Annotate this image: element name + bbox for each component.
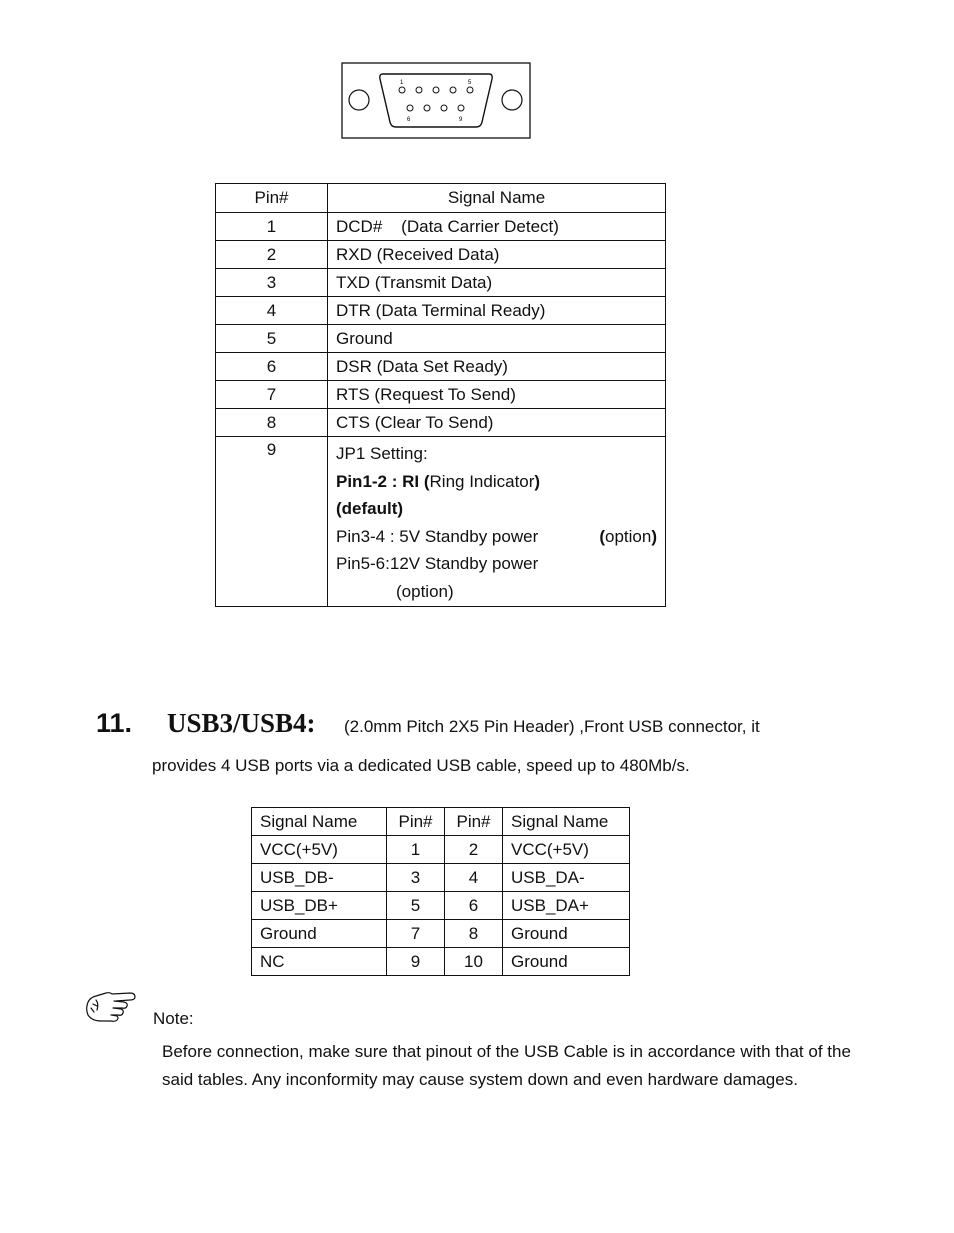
pin-cell: 3 <box>387 864 445 892</box>
table-row <box>216 353 666 381</box>
table-row <box>216 269 666 297</box>
pin-cell: 5 <box>387 892 445 920</box>
jp1-setting-label: JP1 Setting: <box>336 444 428 463</box>
pin-cell: 4 <box>216 297 328 325</box>
jp1-option-pin5-6-note: (option) <box>396 581 454 601</box>
pin-cell: 8 <box>216 409 328 437</box>
signal-cell: TXD (Transmit Data) <box>328 269 666 297</box>
table-row <box>216 241 666 269</box>
signal-cell: USB_DB+ <box>252 892 387 920</box>
signal-cell: Ground <box>252 920 387 948</box>
pin-cell: 9 <box>216 437 328 607</box>
signal-cell: NC <box>252 948 387 976</box>
pin-cell: 6 <box>216 353 328 381</box>
signal-cell: Ground <box>503 948 630 976</box>
table-header-row <box>216 184 666 213</box>
jp1-option-pin3-4: Pin3-4 : 5V Standby power (option) <box>336 526 657 546</box>
jp1-setting-cell <box>328 437 666 607</box>
signal-cell: USB_DA- <box>503 864 630 892</box>
section-description-line2: provides 4 USB ports via a dedicated USB cable, speed up to 480Mb/s. <box>152 756 690 775</box>
column-header-signal: Signal Name <box>328 184 666 213</box>
column-header-signal-left: Signal Name <box>252 808 387 836</box>
pin-cell: 8 <box>445 920 503 948</box>
pin-cell: 2 <box>216 241 328 269</box>
table-row <box>216 325 666 353</box>
section-number: 11. <box>96 708 133 738</box>
pin-label-6: 6 <box>407 117 411 123</box>
signal-cell: CTS (Clear To Send) <box>328 409 666 437</box>
jp1-option-pin5-6: Pin5-6:12V Standby power <box>336 554 539 574</box>
pin-label-5: 5 <box>468 80 472 86</box>
pin-cell: 10 <box>445 948 503 976</box>
table-row <box>216 409 666 437</box>
jp1-default-label: (default) <box>336 499 404 519</box>
signal-cell: Ground <box>503 920 630 948</box>
pin-cell: 7 <box>387 920 445 948</box>
signal-cell: DTR (Data Terminal Ready) <box>328 297 666 325</box>
section-description-line1: (2.0mm Pitch 2X5 Pin Header) ,Front USB connector, it <box>344 717 760 736</box>
section-title: USB3/USB4: <box>167 708 316 738</box>
note-text: Before connection, make sure that pinout of the USB Cable is in accordance with that of the said tables. Any inconformity may cause system down and even hardware damages. <box>162 1042 851 1089</box>
jp1-option-pin1-2: Pin1-2 : RI (Ring Indicator) <box>336 471 541 491</box>
signal-cell: VCC(+5V) <box>252 836 387 864</box>
pin-cell: 1 <box>387 836 445 864</box>
column-header-pin: Pin# <box>216 184 328 213</box>
serial-pin-table <box>215 183 666 607</box>
table-row <box>216 381 666 409</box>
pin-cell: 4 <box>445 864 503 892</box>
db9-connector-diagram <box>341 62 531 139</box>
table-row-pin9 <box>216 437 666 607</box>
pin-cell: 1 <box>216 213 328 241</box>
signal-cell: VCC(+5V) <box>503 836 630 864</box>
signal-cell: RXD (Received Data) <box>328 241 666 269</box>
pin-cell: 9 <box>387 948 445 976</box>
signal-cell: DCD# (Data Carrier Detect) <box>328 213 666 241</box>
table-row <box>216 297 666 325</box>
signal-cell: DSR (Data Set Ready) <box>328 353 666 381</box>
signal-cell: USB_DA+ <box>503 892 630 920</box>
pin-cell: 7 <box>216 381 328 409</box>
pin-label-1: 1 <box>400 80 404 86</box>
column-header-pin-left: Pin# <box>387 808 445 836</box>
signal-cell: USB_DB- <box>252 864 387 892</box>
usb-pin-table <box>251 807 630 976</box>
table-row <box>252 892 630 920</box>
table-row <box>252 836 630 864</box>
table-row <box>252 920 630 948</box>
table-row <box>252 948 630 976</box>
pin-cell: 3 <box>216 269 328 297</box>
pin-cell: 2 <box>445 836 503 864</box>
pin-label-9: 9 <box>459 117 463 123</box>
column-header-signal-right: Signal Name <box>503 808 630 836</box>
note-label: Note: <box>153 1009 194 1028</box>
table-row <box>252 864 630 892</box>
signal-cell: RTS (Request To Send) <box>328 381 666 409</box>
pin-cell: 5 <box>216 325 328 353</box>
table-row <box>216 213 666 241</box>
signal-cell: Ground <box>328 325 666 353</box>
column-header-pin-right: Pin# <box>445 808 503 836</box>
table-header-row <box>252 808 630 836</box>
pointing-hand-icon <box>84 988 138 1028</box>
pin-cell: 6 <box>445 892 503 920</box>
